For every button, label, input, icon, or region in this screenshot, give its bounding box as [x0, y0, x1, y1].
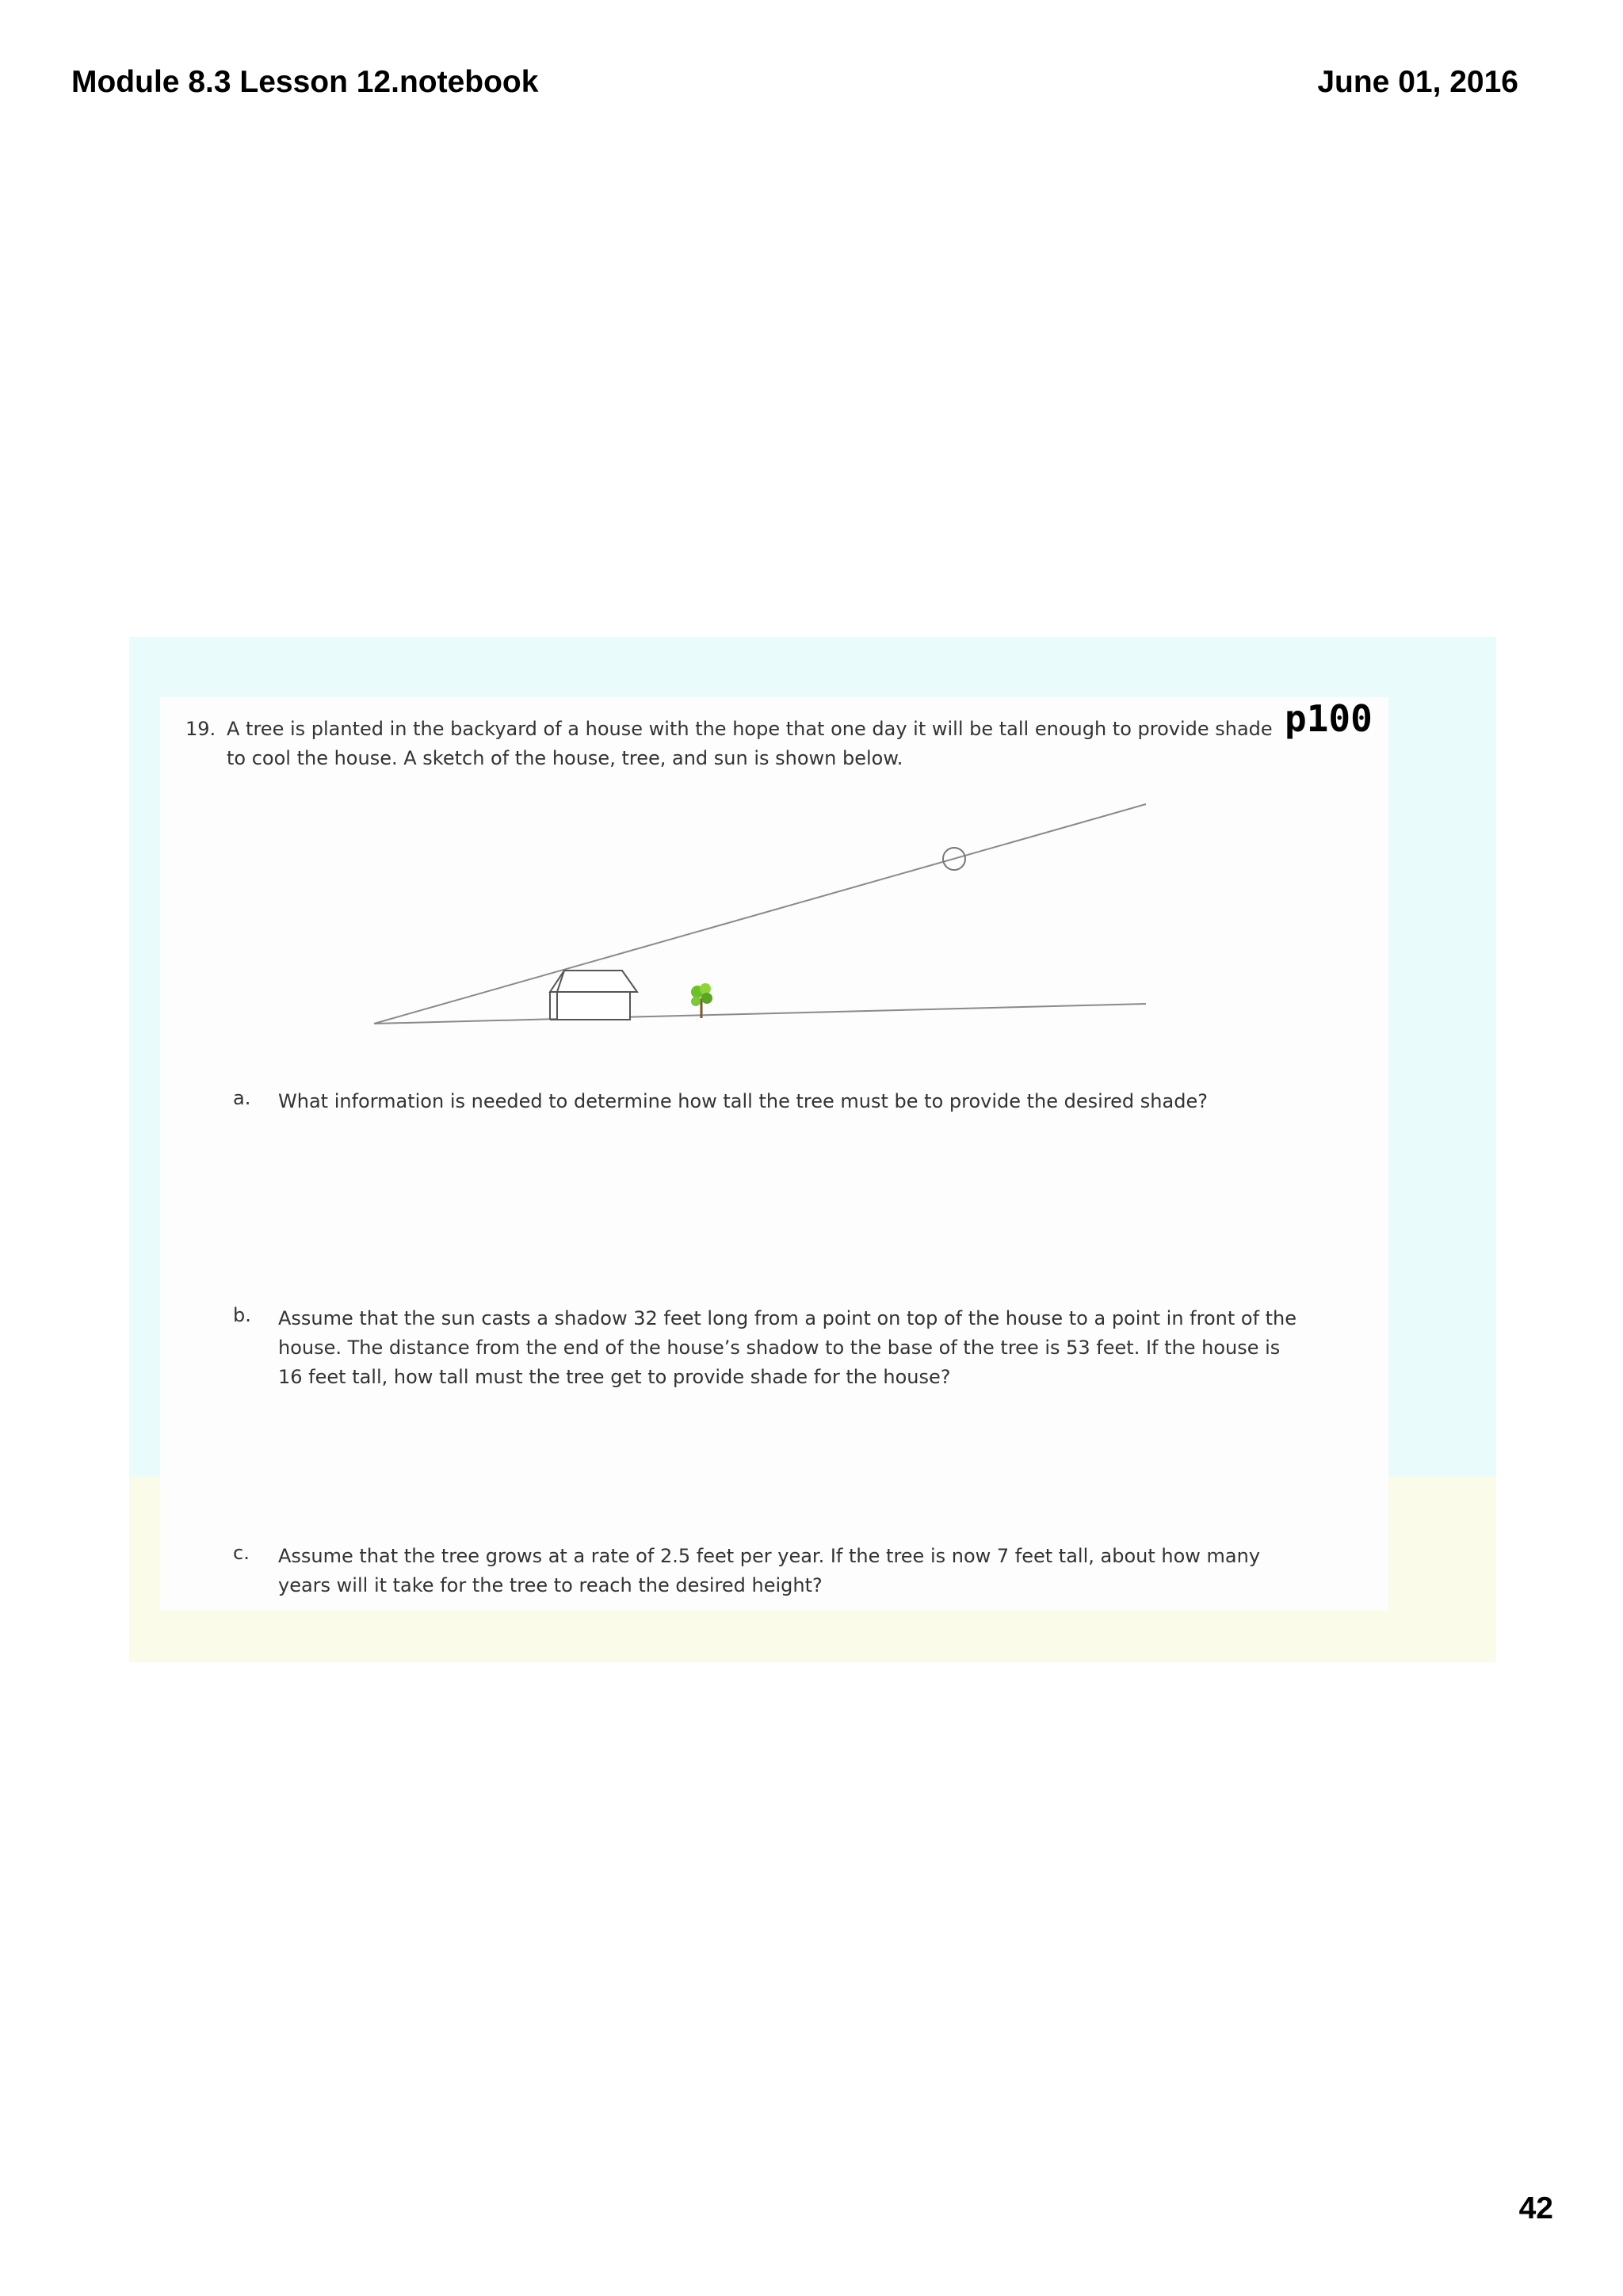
sun-ray-line: [374, 804, 1146, 1024]
tree-icon: [691, 983, 712, 1018]
question-intro: A tree is planted in the backyard of a house with the hope that one day it will be tall enough to provide shade to cool the house. A sketch of the house, tree, and sun is shown below.: [227, 718, 1273, 769]
notebook-date: June 01, 2016: [1317, 65, 1518, 99]
ground-line: [374, 1004, 1146, 1024]
page-reference: p100: [1285, 697, 1373, 740]
part-a-question: What information is needed to determine how tall the tree must be to provide the desired shade?: [278, 1090, 1208, 1112]
part-b-label: b.: [233, 1304, 251, 1326]
question-number: 19.: [185, 718, 216, 740]
part-b-question: Assume that the sun casts a shadow 32 feet long from a point on top of the house to a point in front of the house. The distance from the end of the house’s shadow to the base of the tree is 53 feet. If the house is 16 feet tall, how tall must the tree get to provide shade for the house?: [278, 1307, 1297, 1388]
notebook-title: Module 8.3 Lesson 12.notebook: [71, 65, 539, 99]
house-icon: [550, 971, 637, 1020]
page-number: 42: [1518, 2191, 1553, 2225]
part-a-label: a.: [233, 1087, 251, 1109]
part-c-question: Assume that the tree grows at a rate of 2.5 feet per year. If the tree is now 7 feet tall, about how many years will it take for the tree to reach the desired height?: [278, 1545, 1261, 1596]
sun-shadow-diagram: [160, 697, 1388, 1077]
part-c-label: c.: [233, 1542, 250, 1564]
worksheet-page: [160, 697, 1388, 1611]
